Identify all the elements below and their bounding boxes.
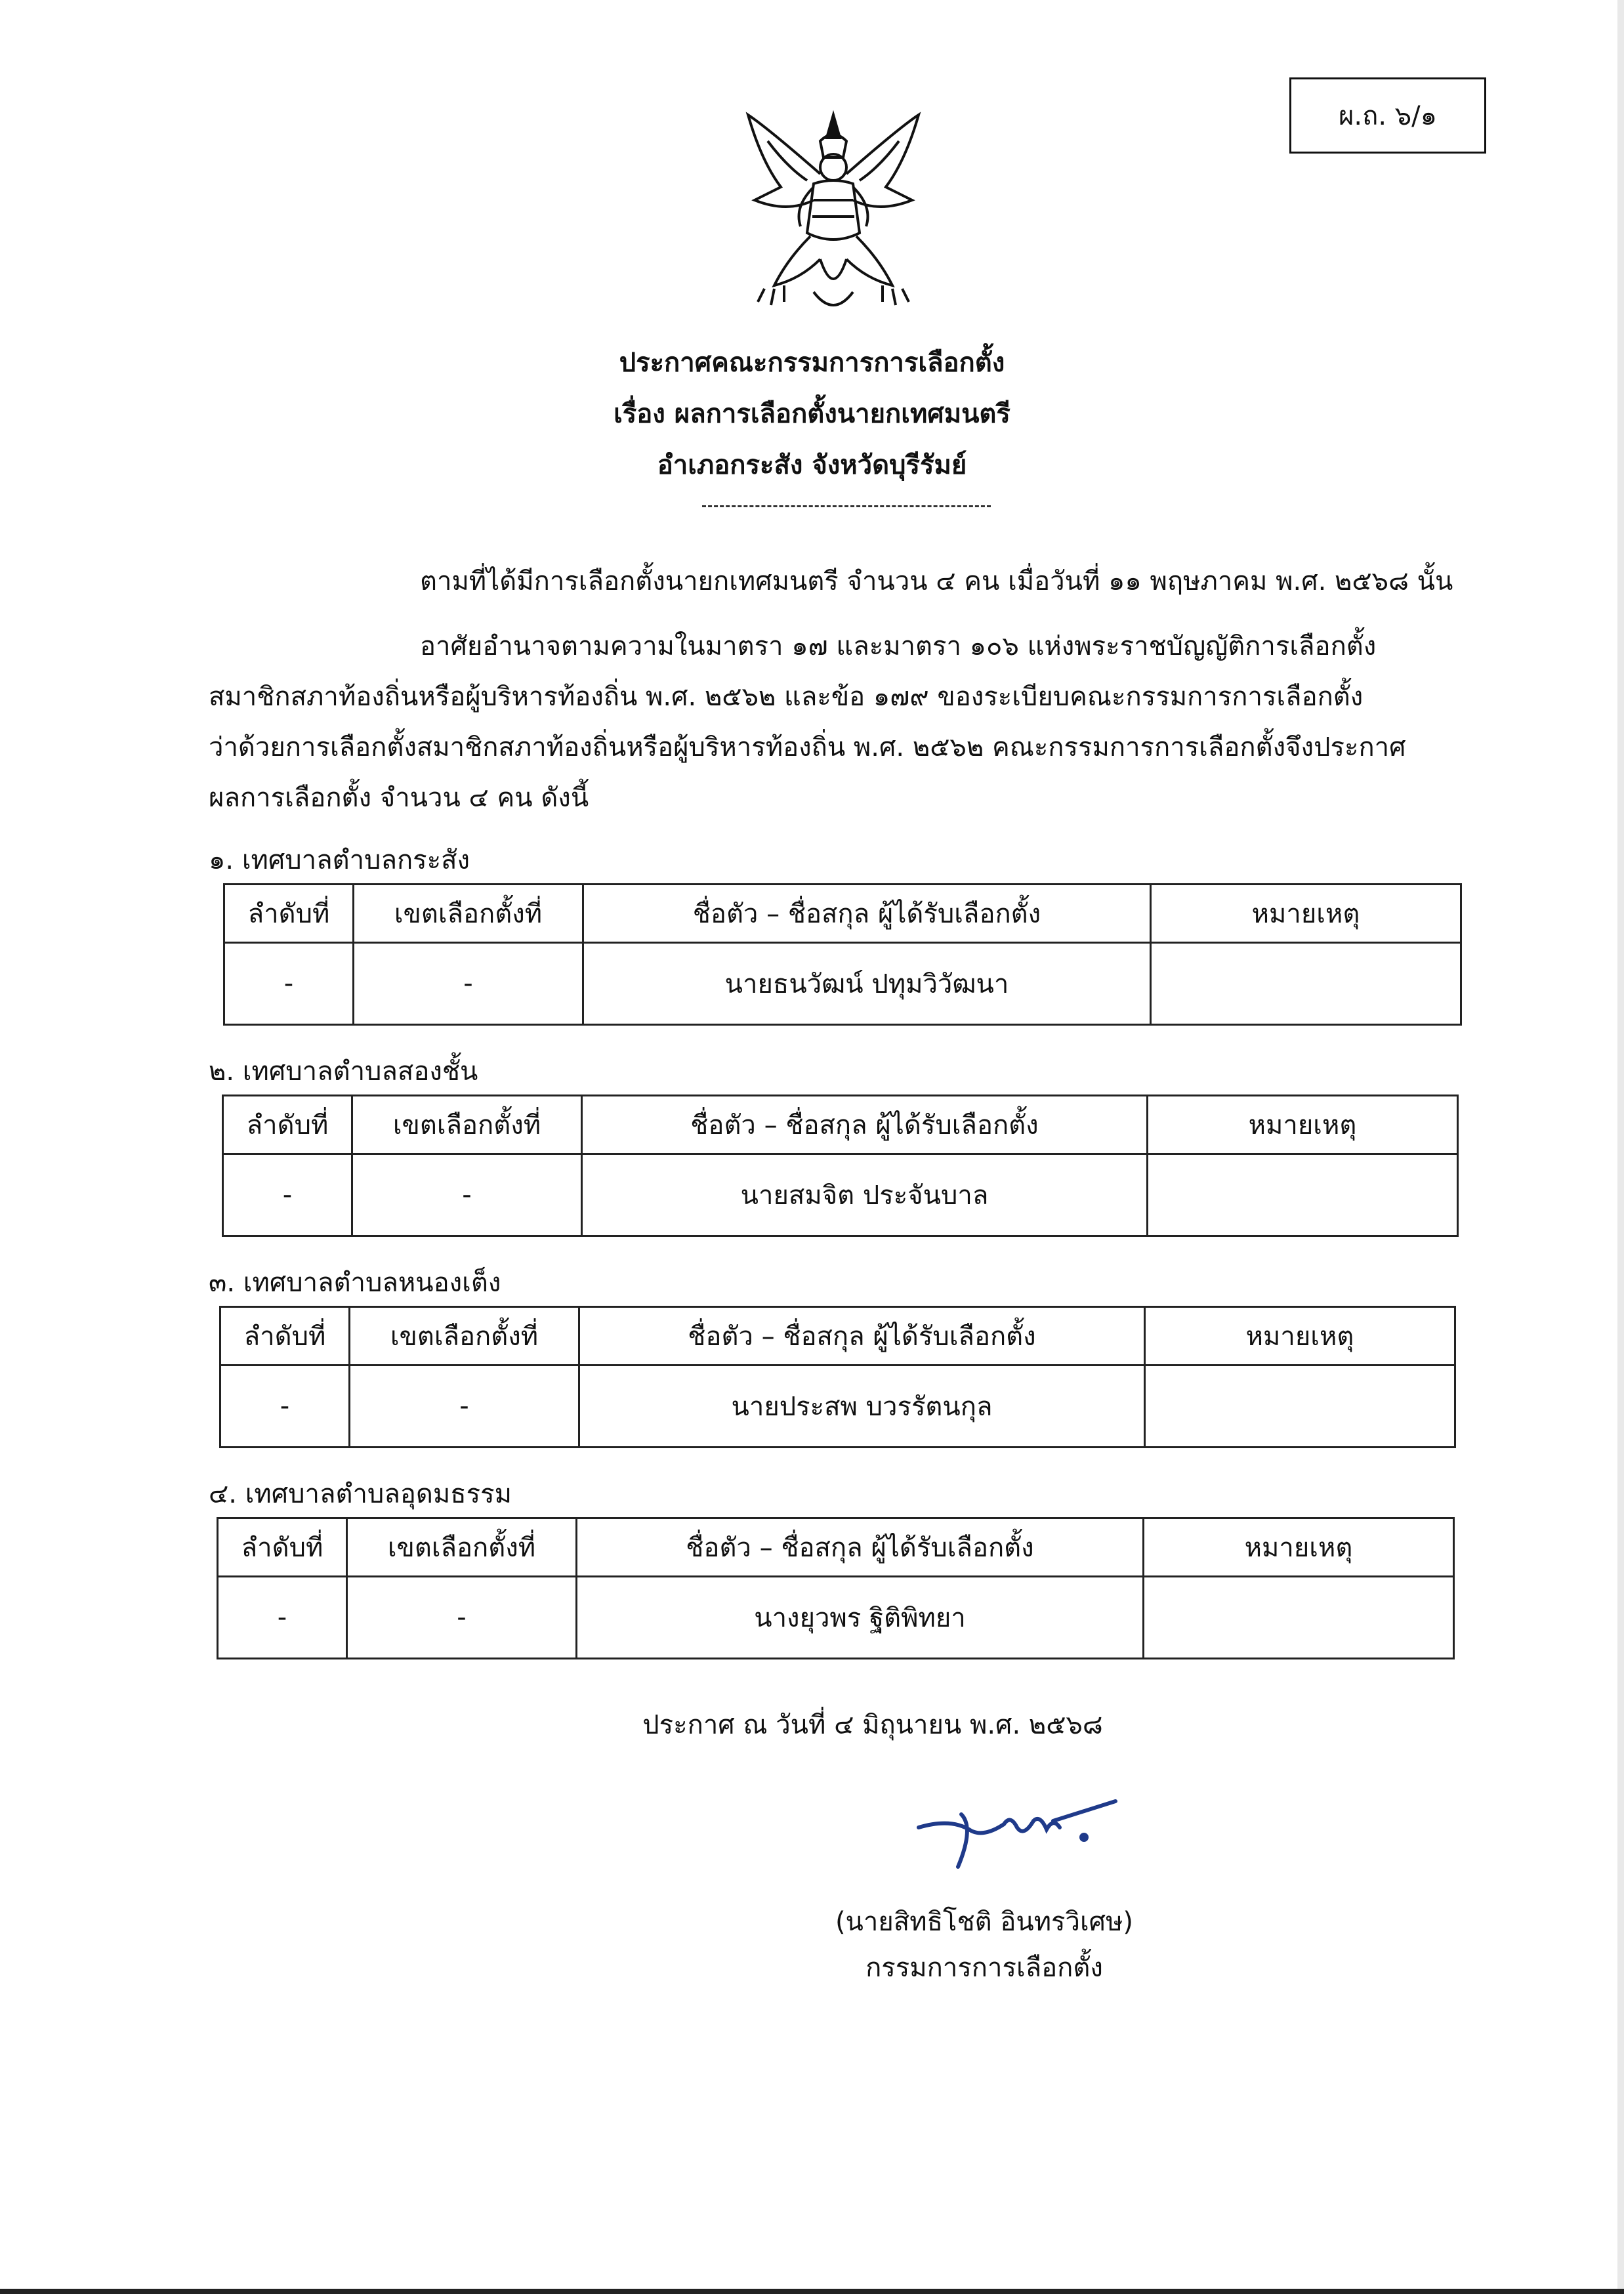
signer-name: (นายสิทธิโชติ อินทรวิเศษ) xyxy=(835,1907,1134,1937)
table-header-row xyxy=(223,1096,1458,1154)
col-header-order: ลำดับที่ xyxy=(220,1307,350,1366)
col-header-district: เขตเลือกตั้งที่ xyxy=(354,885,583,943)
cell-district: - xyxy=(352,1154,582,1236)
cell-remark xyxy=(1151,943,1461,1025)
body-line-4: ผลการเลือกตั้ง จำนวน ๔ คน ดังนี้ xyxy=(209,783,589,813)
cell-remark xyxy=(1145,1366,1455,1448)
col-header-remark: หมายเหตุ xyxy=(1144,1518,1454,1577)
cell-order: - xyxy=(218,1577,347,1659)
col-header-name: ชื่อตัว – ชื่อสกุล ผู้ได้รับเลือกตั้ง xyxy=(579,1307,1145,1366)
results-table xyxy=(219,1306,1456,1448)
section-title: ๔. เทศบาลตำบลอุดมธรรม xyxy=(209,1479,512,1509)
announcement-date: ประกาศ ณ วันที่ ๔ มิถุนายน พ.ศ. ๒๕๖๘ xyxy=(642,1710,1103,1740)
body-line-3: ว่าด้วยการเลือกตั้งสมาชิกสภาท้องถิ่นหรือผู้บริหารท้องถิ่น พ.ศ. ๒๕๖๒ คณะกรรมการการเลือกตั้งจึงประกาศ xyxy=(209,732,1406,762)
col-header-order: ลำดับที่ xyxy=(223,1096,352,1154)
section-title: ๒. เทศบาลตำบลสองชั้น xyxy=(209,1056,478,1087)
col-header-district: เขตเลือกตั้งที่ xyxy=(350,1307,579,1366)
signer-position: กรรมการการเลือกตั้ง xyxy=(865,1953,1103,1983)
cell-remark xyxy=(1144,1577,1454,1659)
header-location: อำเภอกระสัง จังหวัดบุรีรัมย์ xyxy=(657,450,967,480)
col-header-order: ลำดับที่ xyxy=(218,1518,347,1577)
scan-edge-bottom xyxy=(0,2289,1624,2294)
cell-order: - xyxy=(224,943,354,1025)
table-header-row xyxy=(220,1307,1455,1366)
cell-district: - xyxy=(350,1366,579,1448)
table-row xyxy=(220,1366,1455,1448)
cell-name: นางยุวพร ฐิติพิทยา xyxy=(577,1577,1144,1659)
table-header-row xyxy=(224,885,1461,943)
intro-paragraph: ตามที่ได้มีการเลือกตั้งนายกเทศมนตรี จำนวน ๔ คน เมื่อวันที่ ๑๑ พฤษภาคม พ.ศ. ๒๕๖๘ นั้น xyxy=(420,566,1453,596)
body-line-1: อาศัยอำนาจตามความในมาตรา ๑๗ และมาตรา ๑๐๖ แห่งพระราชบัญญัติการเลือกตั้ง xyxy=(420,631,1377,661)
results-table xyxy=(223,883,1462,1026)
results-table xyxy=(222,1095,1459,1237)
cell-name: นายธนวัฒน์ ปทุมวิวัฒนา xyxy=(583,943,1151,1025)
col-header-name: ชื่อตัว – ชื่อสกุล ผู้ได้รับเลือกตั้ง xyxy=(577,1518,1144,1577)
cell-order: - xyxy=(220,1366,350,1448)
header-title: ประกาศคณะกรรมการการเลือกตั้ง xyxy=(619,348,1005,378)
cell-name: นายประสพ บวรรัตนกุล xyxy=(579,1366,1145,1448)
cell-remark xyxy=(1148,1154,1458,1236)
cell-name: นายสมจิต ประจันบาล xyxy=(582,1154,1148,1236)
signature-icon xyxy=(912,1798,1122,1870)
section-title: ๑. เทศบาลตำบลกระสัง xyxy=(209,845,470,875)
table-header-row xyxy=(218,1518,1454,1577)
header-subject: เรื่อง ผลการเลือกตั้งนายกเทศมนตรี xyxy=(614,399,1010,429)
table-row xyxy=(218,1577,1454,1659)
results-table xyxy=(217,1517,1455,1659)
col-header-order: ลำดับที่ xyxy=(224,885,354,943)
cell-district: - xyxy=(347,1577,577,1659)
col-header-remark: หมายเหตุ xyxy=(1151,885,1461,943)
col-header-district: เขตเลือกตั้งที่ xyxy=(347,1518,577,1577)
garuda-emblem-icon xyxy=(728,102,938,325)
col-header-remark: หมายเหตุ xyxy=(1148,1096,1458,1154)
col-header-name: ชื่อตัว – ชื่อสกุล ผู้ได้รับเลือกตั้ง xyxy=(583,885,1151,943)
col-header-district: เขตเลือกตั้งที่ xyxy=(352,1096,582,1154)
cell-district: - xyxy=(354,943,583,1025)
header-divider xyxy=(702,505,991,507)
form-code: ผ.ถ. ๖/๑ xyxy=(1338,101,1438,131)
table-row xyxy=(223,1154,1458,1236)
col-header-name: ชื่อตัว – ชื่อสกุล ผู้ได้รับเลือกตั้ง xyxy=(582,1096,1148,1154)
table-row xyxy=(224,943,1461,1025)
form-code-box xyxy=(1289,77,1486,154)
cell-order: - xyxy=(223,1154,352,1236)
col-header-remark: หมายเหตุ xyxy=(1145,1307,1455,1366)
body-line-2: สมาชิกสภาท้องถิ่นหรือผู้บริหารท้องถิ่น พ.ศ. ๒๕๖๒ และข้อ ๑๗๙ ของระเบียบคณะกรรมการการเลือกตั้ง xyxy=(209,682,1364,712)
section-title: ๓. เทศบาลตำบลหนองเต็ง xyxy=(209,1268,501,1298)
